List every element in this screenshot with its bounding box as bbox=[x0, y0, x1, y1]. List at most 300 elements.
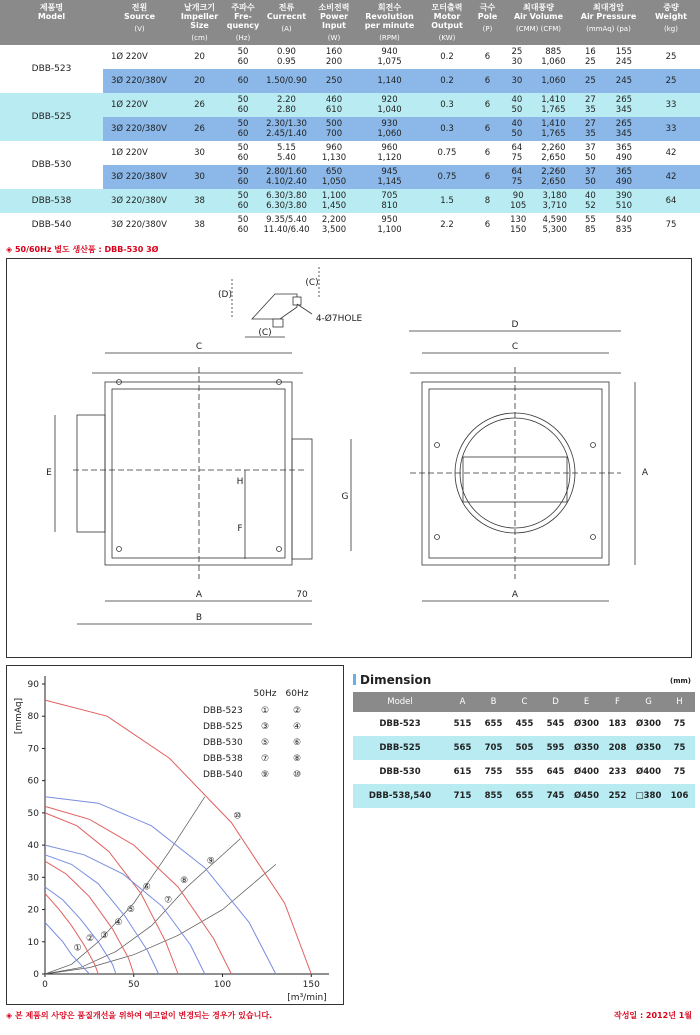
weight-cell: 25 bbox=[665, 52, 677, 62]
value: 1,410 bbox=[541, 119, 566, 129]
value: 6.30/3.80 bbox=[266, 201, 307, 211]
label-g: G bbox=[341, 492, 349, 502]
value: 2.80/1.60 bbox=[266, 167, 307, 177]
label-c-right: C bbox=[511, 342, 519, 352]
value: 705 bbox=[381, 191, 398, 201]
dimension-cell: 655 bbox=[515, 791, 534, 801]
value: 365 bbox=[615, 167, 633, 177]
header-en: Air Pressure bbox=[580, 12, 637, 21]
value: 160 bbox=[325, 47, 343, 57]
label-c-small: (C) bbox=[305, 278, 319, 288]
value: 64 bbox=[511, 143, 523, 153]
dimension-drawing-svg bbox=[7, 259, 693, 659]
header-en: Currecnt bbox=[266, 12, 307, 21]
header-unit: (cm) bbox=[191, 34, 208, 42]
model-cell: DBB-538 bbox=[31, 196, 72, 206]
x-tick-label: 100 bbox=[213, 980, 232, 990]
source-cell: 1Ø 220V bbox=[111, 100, 148, 110]
output-cell: 0.75 bbox=[437, 172, 457, 182]
curve-label: ⑩ bbox=[233, 811, 242, 822]
dimension-cell: Ø350 bbox=[574, 743, 599, 753]
airpressure-cell bbox=[575, 141, 642, 165]
spec-row bbox=[0, 141, 700, 165]
value: 50 bbox=[237, 143, 249, 153]
header-en: Impeller Size bbox=[180, 12, 219, 30]
value: 500 bbox=[325, 119, 343, 129]
value: 0.95 bbox=[277, 57, 296, 67]
value: 60 bbox=[237, 129, 249, 139]
spec-row bbox=[0, 165, 700, 189]
header-en: Model bbox=[37, 12, 66, 21]
legend-header-50hz: 50Hz bbox=[253, 689, 277, 699]
spec-header-cell bbox=[176, 0, 223, 45]
model-cell: DBB-540 bbox=[31, 220, 72, 230]
value: 3,500 bbox=[321, 225, 347, 235]
value: 75 bbox=[511, 177, 523, 187]
dimension-cell: 705 bbox=[484, 743, 503, 753]
y-axis-label: [mmAq] bbox=[14, 697, 24, 735]
header-unit: (Hz) bbox=[235, 34, 251, 42]
spec-header-cell bbox=[263, 0, 310, 45]
legend-60hz-symbol: ⑩ bbox=[292, 770, 302, 780]
freq-cell bbox=[223, 189, 263, 213]
rpm-cell bbox=[358, 45, 421, 69]
spec-header-cell bbox=[310, 0, 358, 45]
spec-row bbox=[0, 45, 700, 69]
value: 2,650 bbox=[541, 177, 566, 187]
value: 700 bbox=[325, 129, 343, 139]
size-cell: 30 bbox=[194, 172, 205, 182]
value: 960 bbox=[381, 143, 398, 153]
right-view-body bbox=[422, 382, 609, 565]
value: 3,180 bbox=[542, 191, 567, 201]
header-ko: 최대정압 bbox=[593, 3, 624, 12]
airpressure-cell bbox=[575, 117, 642, 141]
value: 540 bbox=[615, 215, 633, 225]
spec-header-cell bbox=[103, 0, 176, 45]
current-cell bbox=[263, 69, 310, 93]
left-view-body bbox=[105, 382, 292, 565]
label-b: B bbox=[195, 613, 203, 623]
dimension-cell: 505 bbox=[515, 743, 534, 753]
value: 1,100 bbox=[321, 191, 347, 201]
size-cell: 20 bbox=[194, 52, 205, 62]
value: 2.80 bbox=[277, 105, 296, 115]
power-cell bbox=[310, 213, 358, 237]
y-tick-label: 0 bbox=[33, 970, 39, 980]
x-tick-label: 0 bbox=[42, 980, 48, 990]
value: 2,200 bbox=[321, 215, 347, 225]
dimension-cell: 545 bbox=[546, 719, 565, 729]
dimension-row bbox=[353, 712, 695, 736]
model-cell: DBB-530 bbox=[31, 160, 72, 170]
value: 50 bbox=[237, 47, 249, 57]
value: 25 bbox=[511, 47, 523, 57]
legend-header-60hz: 60Hz bbox=[285, 689, 309, 699]
legend-model: DBB-523 bbox=[203, 706, 243, 716]
freq-cell bbox=[223, 213, 263, 237]
legend-60hz-symbol: ② bbox=[292, 706, 302, 716]
value: 9.35/5.40 bbox=[266, 215, 307, 225]
dimension-cell: 715 bbox=[453, 791, 472, 801]
value: 610 bbox=[325, 105, 343, 115]
dimension-title bbox=[353, 673, 431, 687]
legend-60hz-symbol: ④ bbox=[292, 722, 302, 732]
value: 130 bbox=[510, 215, 527, 225]
airpressure-cell bbox=[575, 165, 642, 189]
dimension-cell: 208 bbox=[608, 743, 627, 753]
freq-cell bbox=[223, 69, 263, 93]
rpm-cell bbox=[358, 117, 421, 141]
power-cell bbox=[310, 93, 358, 117]
spec-row bbox=[0, 93, 700, 117]
size-cell: 38 bbox=[194, 196, 205, 206]
dimension-cell: 75 bbox=[673, 743, 686, 753]
header-en: Air Volume bbox=[513, 12, 564, 21]
pole-cell: 6 bbox=[484, 76, 491, 86]
dimension-cell: 515 bbox=[453, 719, 472, 729]
value: 52 bbox=[584, 201, 596, 211]
legend-model: DBB-540 bbox=[203, 770, 243, 780]
value: 1,075 bbox=[377, 57, 402, 67]
power-cell bbox=[310, 165, 358, 189]
value: 11.40/6.40 bbox=[263, 225, 310, 235]
power-cell bbox=[310, 189, 358, 213]
airpressure-cell bbox=[575, 189, 642, 213]
airvolume-cell bbox=[502, 69, 575, 93]
label-a-vertical: A bbox=[641, 468, 649, 478]
dimension-header-cell: E bbox=[571, 692, 602, 712]
label-d: D bbox=[511, 320, 519, 330]
weight-cell: 25 bbox=[665, 76, 677, 86]
dimension-header-cell: F bbox=[602, 692, 633, 712]
current-cell bbox=[263, 213, 310, 237]
dimension-cell: 645 bbox=[546, 767, 565, 777]
value: 105 bbox=[510, 201, 527, 211]
power-cell bbox=[310, 117, 358, 141]
value: 245 bbox=[615, 57, 633, 67]
fan-curve bbox=[45, 813, 178, 974]
dimension-cell: 555 bbox=[515, 767, 534, 777]
legend-model: DBB-525 bbox=[203, 722, 243, 732]
x-tick-label: 150 bbox=[302, 980, 320, 990]
value: 950 bbox=[381, 215, 398, 225]
header-ko: 제품명 bbox=[39, 3, 64, 12]
curve-label: ③ bbox=[100, 930, 109, 941]
size-cell: 38 bbox=[194, 220, 205, 230]
dimension-cell: 252 bbox=[608, 791, 627, 801]
value: 1,040 bbox=[377, 105, 402, 115]
dimension-cell: 455 bbox=[515, 719, 534, 729]
value: 35 bbox=[584, 129, 596, 139]
value: 75 bbox=[511, 153, 523, 163]
airpressure-cell bbox=[575, 213, 642, 237]
airvolume-cell bbox=[502, 213, 575, 237]
airpressure-cell bbox=[575, 69, 642, 93]
spec-header-row bbox=[0, 0, 700, 45]
value: 265 bbox=[615, 119, 633, 129]
rpm-cell bbox=[358, 141, 421, 165]
dimension-header-cell: Model bbox=[353, 692, 447, 712]
y-tick-label: 40 bbox=[27, 841, 39, 852]
value: 5.15 bbox=[277, 143, 296, 153]
airpressure-cell bbox=[575, 93, 642, 117]
dimension-cell: DBB-530 bbox=[379, 767, 421, 777]
spec-change-note: ◈ 본 제품의 사양은 품질개선을 위하여 예고없이 변경되는 경우가 있습니다. bbox=[6, 1011, 273, 1020]
value: 200 bbox=[325, 57, 343, 67]
value: 64 bbox=[511, 167, 523, 177]
current-cell bbox=[263, 141, 310, 165]
fan-curve bbox=[45, 700, 311, 974]
value: 6.30/3.80 bbox=[266, 191, 307, 201]
size-cell: 26 bbox=[194, 100, 205, 110]
output-cell: 1.5 bbox=[440, 196, 454, 206]
dimension-header-cell: A bbox=[447, 692, 478, 712]
value: 2.30/1.30 bbox=[266, 119, 307, 129]
header-unit: (CMM) (CFM) bbox=[515, 25, 562, 33]
label-c: C bbox=[195, 342, 203, 352]
curve-label: ① bbox=[73, 943, 82, 954]
value: 1,145 bbox=[377, 177, 402, 187]
power-cell bbox=[310, 45, 358, 69]
header-ko: 최대풍량 bbox=[523, 3, 554, 12]
value: 2,260 bbox=[541, 143, 566, 153]
airvolume-cell bbox=[502, 117, 575, 141]
dimension-cell: 565 bbox=[453, 743, 472, 753]
label-hole: 4-Ø7HOLE bbox=[315, 314, 363, 324]
value: 650 bbox=[325, 167, 343, 177]
value: 390 bbox=[615, 191, 633, 201]
value: 1,060 bbox=[377, 129, 402, 139]
value: 1,060 bbox=[541, 76, 566, 86]
source-cell: 3Ø 220/380V bbox=[111, 124, 167, 134]
airvolume-cell bbox=[502, 165, 575, 189]
value: 30 bbox=[511, 57, 523, 67]
output-cell: 0.3 bbox=[440, 100, 454, 110]
curve-label: ② bbox=[86, 934, 95, 944]
header-ko: 주파수 bbox=[231, 3, 255, 12]
dimension-header-cell: H bbox=[664, 692, 695, 712]
value: 265 bbox=[615, 95, 633, 105]
rpm-cell bbox=[358, 165, 421, 189]
weight-cell: 33 bbox=[665, 100, 677, 110]
dimension-cell: 655 bbox=[484, 719, 503, 729]
value: 930 bbox=[381, 119, 398, 129]
value: 50 bbox=[511, 129, 523, 139]
header-unit: (P) bbox=[482, 25, 493, 33]
dimension-header-row bbox=[353, 692, 695, 712]
rpm-cell bbox=[358, 69, 421, 93]
value: 3,710 bbox=[542, 201, 567, 211]
value: 16 bbox=[584, 47, 596, 57]
value: 40 bbox=[511, 119, 523, 129]
value: 25 bbox=[584, 76, 596, 86]
label-d-paren: (D) bbox=[218, 290, 232, 300]
airvolume-cell bbox=[502, 93, 575, 117]
value: 2,650 bbox=[541, 153, 566, 163]
header-en: Pole bbox=[477, 12, 498, 21]
label-c-paren: (C) bbox=[258, 328, 272, 338]
label-a-right: A bbox=[511, 590, 519, 600]
value: 1.50/0.90 bbox=[266, 76, 307, 86]
value: 30 bbox=[511, 76, 523, 86]
value: 920 bbox=[381, 95, 398, 105]
dimension-drawing bbox=[6, 258, 692, 658]
value: 60 bbox=[237, 177, 249, 187]
header-unit: (KW) bbox=[438, 34, 456, 42]
weight-cell: 64 bbox=[665, 196, 677, 206]
dimension-row bbox=[353, 736, 695, 760]
header-en: Source bbox=[123, 12, 156, 21]
header-ko: 중량 bbox=[663, 3, 679, 12]
value: 835 bbox=[615, 225, 633, 235]
source-cell: 1Ø 220V bbox=[111, 52, 148, 62]
legend-50hz-symbol: ⑤ bbox=[260, 738, 270, 748]
value: 1,060 bbox=[541, 57, 566, 67]
value: 490 bbox=[615, 153, 633, 163]
header-en: Power Input bbox=[319, 12, 349, 30]
model-cell: DBB-523 bbox=[31, 64, 72, 74]
model-cell: DBB-525 bbox=[0, 93, 103, 141]
value: 1,100 bbox=[377, 225, 402, 235]
rpm-cell bbox=[358, 189, 421, 213]
label-h: H bbox=[236, 477, 244, 487]
dimension-cell: DBB-523 bbox=[379, 719, 421, 729]
dimension-cell: Ø400 bbox=[574, 767, 599, 777]
dimension-cell: 595 bbox=[546, 743, 565, 753]
value: 345 bbox=[615, 105, 633, 115]
label-a-left: A bbox=[195, 590, 203, 600]
value: 245 bbox=[615, 76, 633, 86]
value: 60 bbox=[237, 76, 249, 86]
value: 1,120 bbox=[377, 153, 402, 163]
weight-cell: 42 bbox=[665, 148, 677, 158]
output-cell: 0.2 bbox=[440, 52, 454, 62]
legend-60hz-symbol: ⑥ bbox=[292, 738, 302, 748]
pole-cell: 8 bbox=[484, 196, 491, 206]
value: 50 bbox=[237, 215, 249, 225]
value: 1,765 bbox=[541, 105, 566, 115]
spec-table bbox=[0, 0, 700, 237]
value: 90 bbox=[512, 191, 524, 201]
value: 2.20 bbox=[277, 95, 296, 105]
value: 60 bbox=[237, 153, 249, 163]
pole-cell: 6 bbox=[484, 100, 491, 110]
spec-header-cell bbox=[502, 0, 575, 45]
current-cell bbox=[263, 45, 310, 69]
dimension-cell: Ø350 bbox=[636, 743, 661, 753]
performance-chart-svg bbox=[7, 666, 345, 1006]
dimension-cell: 75 bbox=[673, 719, 686, 729]
dimension-cell: □380 bbox=[635, 791, 662, 801]
header-unit: (kg) bbox=[664, 25, 678, 33]
header-en: Fre-quency bbox=[226, 12, 260, 30]
pole-cell: 6 bbox=[484, 172, 491, 182]
pole-cell: 6 bbox=[484, 124, 491, 134]
value: 50 bbox=[237, 191, 249, 201]
weight-cell: 42 bbox=[665, 172, 677, 182]
freq-cell bbox=[223, 165, 263, 189]
left-view-flange-e bbox=[77, 415, 105, 532]
header-ko: 모터출력 bbox=[431, 3, 463, 12]
source-cell: 3Ø 220/380V bbox=[111, 196, 167, 206]
curve-label: ④ bbox=[114, 917, 123, 928]
spec-header-cell bbox=[575, 0, 642, 45]
legend-50hz-symbol: ⑨ bbox=[260, 770, 270, 780]
freq-cell bbox=[223, 141, 263, 165]
label-f: F bbox=[237, 524, 243, 534]
value: 2.45/1.40 bbox=[266, 129, 307, 139]
curve-label: ⑥ bbox=[142, 882, 151, 893]
current-cell bbox=[263, 189, 310, 213]
y-tick-label: 50 bbox=[27, 808, 39, 819]
value: 1,050 bbox=[321, 177, 347, 187]
dimension-header-cell: C bbox=[509, 692, 540, 712]
source-cell: 3Ø 220/380V bbox=[111, 76, 167, 86]
source-cell: 3Ø 220/380V bbox=[111, 220, 167, 230]
value: 0.90 bbox=[277, 47, 296, 57]
dimension-cell: 75 bbox=[673, 767, 686, 777]
pole-cell: 6 bbox=[484, 220, 491, 230]
legend-60hz-symbol: ⑧ bbox=[292, 754, 302, 764]
dimension-header-cell: B bbox=[478, 692, 509, 712]
value: 1,450 bbox=[321, 201, 347, 211]
note-5060hz: ◈ 50/60Hz 별도 생산품 : DBB-530 3Ø bbox=[6, 245, 159, 254]
power-cell bbox=[310, 141, 358, 165]
value: 885 bbox=[545, 47, 562, 57]
rpm-cell bbox=[358, 93, 421, 117]
pole-cell: 6 bbox=[484, 148, 491, 158]
value: 60 bbox=[237, 201, 249, 211]
spec-row bbox=[0, 213, 700, 237]
y-tick-label: 20 bbox=[27, 905, 39, 916]
dimension-cell: 233 bbox=[608, 767, 627, 777]
header-unit: (V) bbox=[134, 25, 145, 33]
header-en: Revolution per minute bbox=[364, 12, 415, 30]
x-tick-label: 50 bbox=[128, 980, 140, 990]
curve-label: ⑦ bbox=[164, 895, 173, 906]
curve-label: ⑤ bbox=[126, 905, 135, 915]
fan-curve bbox=[45, 845, 205, 974]
size-cell: 20 bbox=[194, 76, 205, 86]
value: 25 bbox=[584, 57, 596, 67]
value: 945 bbox=[381, 167, 398, 177]
value: 27 bbox=[584, 119, 596, 129]
y-tick-label: 80 bbox=[27, 712, 39, 723]
written-date: 작성일 : 2012년 1월 bbox=[613, 1011, 692, 1020]
value: 60 bbox=[237, 225, 249, 235]
size-cell: 30 bbox=[194, 148, 205, 158]
header-ko: 소비전력 bbox=[318, 3, 350, 12]
dimension-cell: 755 bbox=[484, 767, 503, 777]
legend-model: DBB-530 bbox=[203, 738, 243, 748]
spec-row bbox=[0, 69, 700, 93]
current-cell bbox=[263, 165, 310, 189]
freq-cell bbox=[223, 45, 263, 69]
output-cell: 0.3 bbox=[440, 124, 454, 134]
pole-cell: 6 bbox=[484, 52, 491, 62]
dimension-unit: (mm) bbox=[670, 677, 691, 685]
value: 4.10/2.40 bbox=[266, 177, 307, 187]
dimension-title-text: Dimension bbox=[360, 673, 432, 687]
header-ko: 극수 bbox=[479, 3, 496, 12]
value: 50 bbox=[237, 167, 249, 177]
header-ko: 전류 bbox=[278, 3, 295, 12]
spec-header-cell bbox=[421, 0, 473, 45]
value: 27 bbox=[584, 95, 596, 105]
title-accent-bar bbox=[353, 674, 356, 685]
value: 5.40 bbox=[277, 153, 296, 163]
